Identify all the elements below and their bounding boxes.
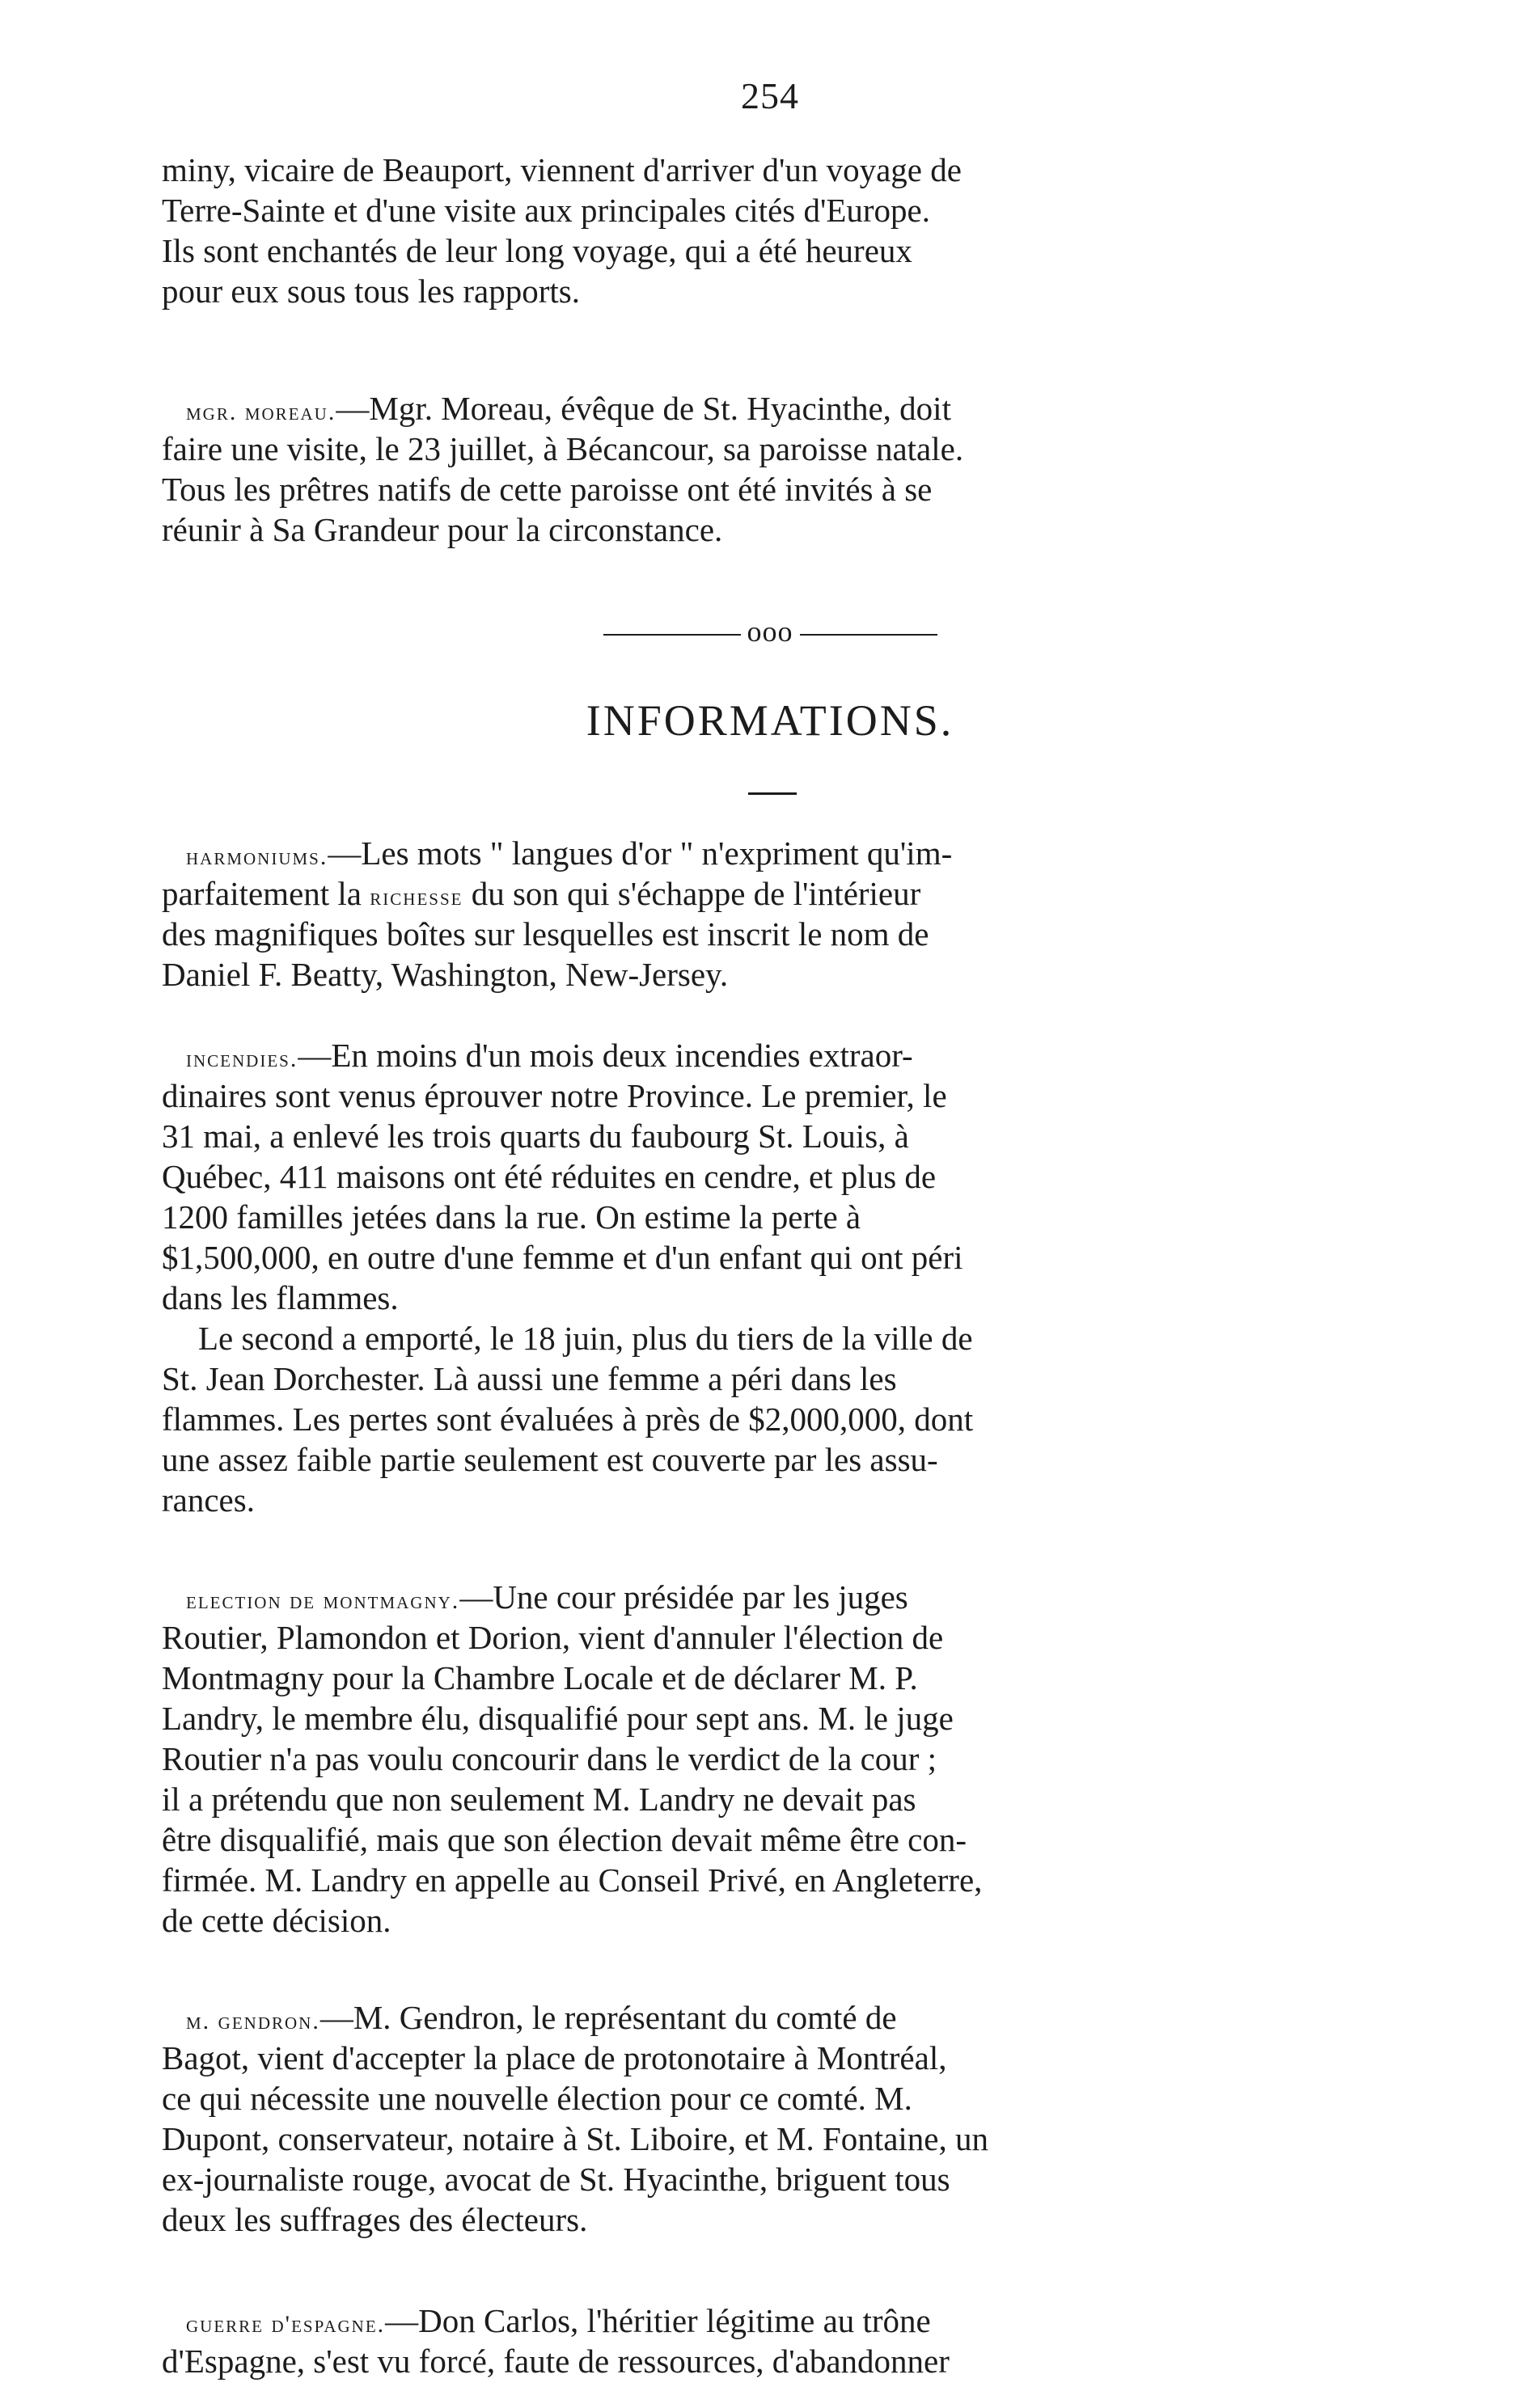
text-line: deux les suffrages des électeurs. <box>162 2201 588 2238</box>
paragraph-montmagny <box>162 1577 1403 1941</box>
text-line: m. gendron.—M. Gendron, le représentant du comté de <box>186 1999 897 2036</box>
text-line: mgr. moreau.—Mgr. Moreau, évêque de St. Hyacinthe, doit <box>186 390 951 427</box>
text-line: dans les flammes. <box>162 1279 399 1316</box>
section-separator <box>0 615 1540 648</box>
separator-text: ooo <box>747 615 793 648</box>
paragraph-harmoniums <box>162 833 1403 995</box>
text-line: Ils sont enchantés de leur long voyage, qui a été heureux <box>162 232 912 269</box>
text-line: Québec, 411 maisons ont été réduites en cendre, et plus de <box>162 1158 937 1195</box>
text-line: des magnifiques boîtes sur lesquelles est inscrit le nom de <box>162 915 929 953</box>
text-line: Routier n'a pas voulu concourir dans le verdict de la cour ; <box>162 1740 937 1777</box>
separator-rule <box>800 634 937 636</box>
text-line: miny, vicaire de Beauport, viennent d'arriver d'un voyage de <box>162 151 962 188</box>
text-line: une assez faible partie seulement est couverte par les assu- <box>162 1441 938 1478</box>
text-line: parfaitement la richesse du son qui s'échappe de l'intérieur <box>162 875 921 912</box>
text-line: Le second a emporté, le 18 juin, plus du tiers de la ville de <box>198 1320 973 1357</box>
text-line: $1,500,000, en outre d'une femme et d'un enfant qui ont péri <box>162 1239 963 1276</box>
paragraph-moreau <box>162 388 1403 550</box>
text-line: réunir à Sa Grandeur pour la circonstance. <box>162 511 723 548</box>
text-line: Bagot, vient d'accepter la place de protonotaire à Montréal, <box>162 2039 947 2076</box>
text-line: faire une visite, le 23 juillet, à Bécancour, sa paroisse natale. <box>162 430 964 467</box>
separator-rule <box>603 634 741 636</box>
text-line: d'Espagne, s'est vu forcé, faute de ressources, d'abandonner <box>162 2343 950 2380</box>
text-line: election de montmagny.—Une cour présidée par les juges <box>186 1578 908 1616</box>
text-line: Daniel F. Beatty, Washington, New-Jersey. <box>162 956 729 993</box>
text-line: St. Jean Dorchester. Là aussi une femme a péri dans les <box>162 1360 897 1397</box>
text-line: il a prétendu que non seulement M. Landry ne devait pas <box>162 1781 916 1818</box>
text-line: ex-journaliste rouge, avocat de St. Hyacinthe, briguent tous <box>162 2161 950 2198</box>
paragraph-label: guerre d'espagne. <box>186 2311 386 2338</box>
text-line: dinaires sont venus éprouver notre Province. Le premier, le <box>162 1077 947 1114</box>
text-line: Dupont, conservateur, notaire à St. Liboire, et M. Fontaine, un <box>162 2120 988 2157</box>
paragraph-espagne <box>162 2300 1403 2381</box>
paragraph-label: harmoniums. <box>186 843 328 870</box>
paragraph-top <box>162 150 1403 311</box>
page-number: 254 <box>741 75 799 116</box>
text-line: rances. <box>162 1481 255 1519</box>
text-line: harmoniums.—Les mots " langues d'or " n'expriment qu'im- <box>186 834 953 872</box>
text-line: Montmagny pour la Chambre Locale et de déclarer M. P. <box>162 1659 918 1696</box>
text-line: flammes. Les pertes sont évaluées à près de $2,000,000, dont <box>162 1400 974 1438</box>
text-line: Terre-Sainte et d'une visite aux principales cités d'Europe. <box>162 192 931 229</box>
text-line: firmée. M. Landry en appelle au Conseil Privé, en Angleterre, <box>162 1861 983 1899</box>
text-line: incendies.—En moins d'un mois deux incendies extraor- <box>186 1037 913 1074</box>
text-line: guerre d'espagne.—Don Carlos, l'héritier légitime au trône <box>186 2302 931 2339</box>
paragraph-gendron <box>162 1997 1403 2240</box>
emphasis-word: richesse <box>370 884 463 910</box>
paragraph-label: incendies. <box>186 1046 298 1072</box>
text-line: 1200 familles jetées dans la rue. On estime la perte à <box>162 1198 861 1236</box>
heading-rule <box>748 792 797 795</box>
text-line: Landry, le membre élu, disqualifié pour sept ans. M. le juge <box>162 1700 954 1737</box>
paragraph-label: mgr. moreau. <box>186 399 336 425</box>
text-line: ce qui nécessite une nouvelle élection pour ce comté. M. <box>162 2080 912 2117</box>
text-line: de cette décision. <box>162 1902 391 1939</box>
paragraph-label: m. gendron. <box>186 2008 320 2034</box>
paragraph-incendies <box>162 1035 1403 1520</box>
paragraph-label: election de montmagny. <box>186 1587 460 1614</box>
section-title: INFORMATIONS. <box>586 696 954 745</box>
text-line: 31 mai, a enlevé les trois quarts du faubourg St. Louis, à <box>162 1117 909 1155</box>
text-line: être disqualifié, mais que son élection devait même être con- <box>162 1821 967 1858</box>
text-line: pour eux sous tous les rapports. <box>162 272 581 310</box>
text-line: Tous les prêtres natifs de cette paroisse ont été invités à se <box>162 471 933 508</box>
text-line: Routier, Plamondon et Dorion, vient d'annuler l'élection de <box>162 1619 944 1656</box>
